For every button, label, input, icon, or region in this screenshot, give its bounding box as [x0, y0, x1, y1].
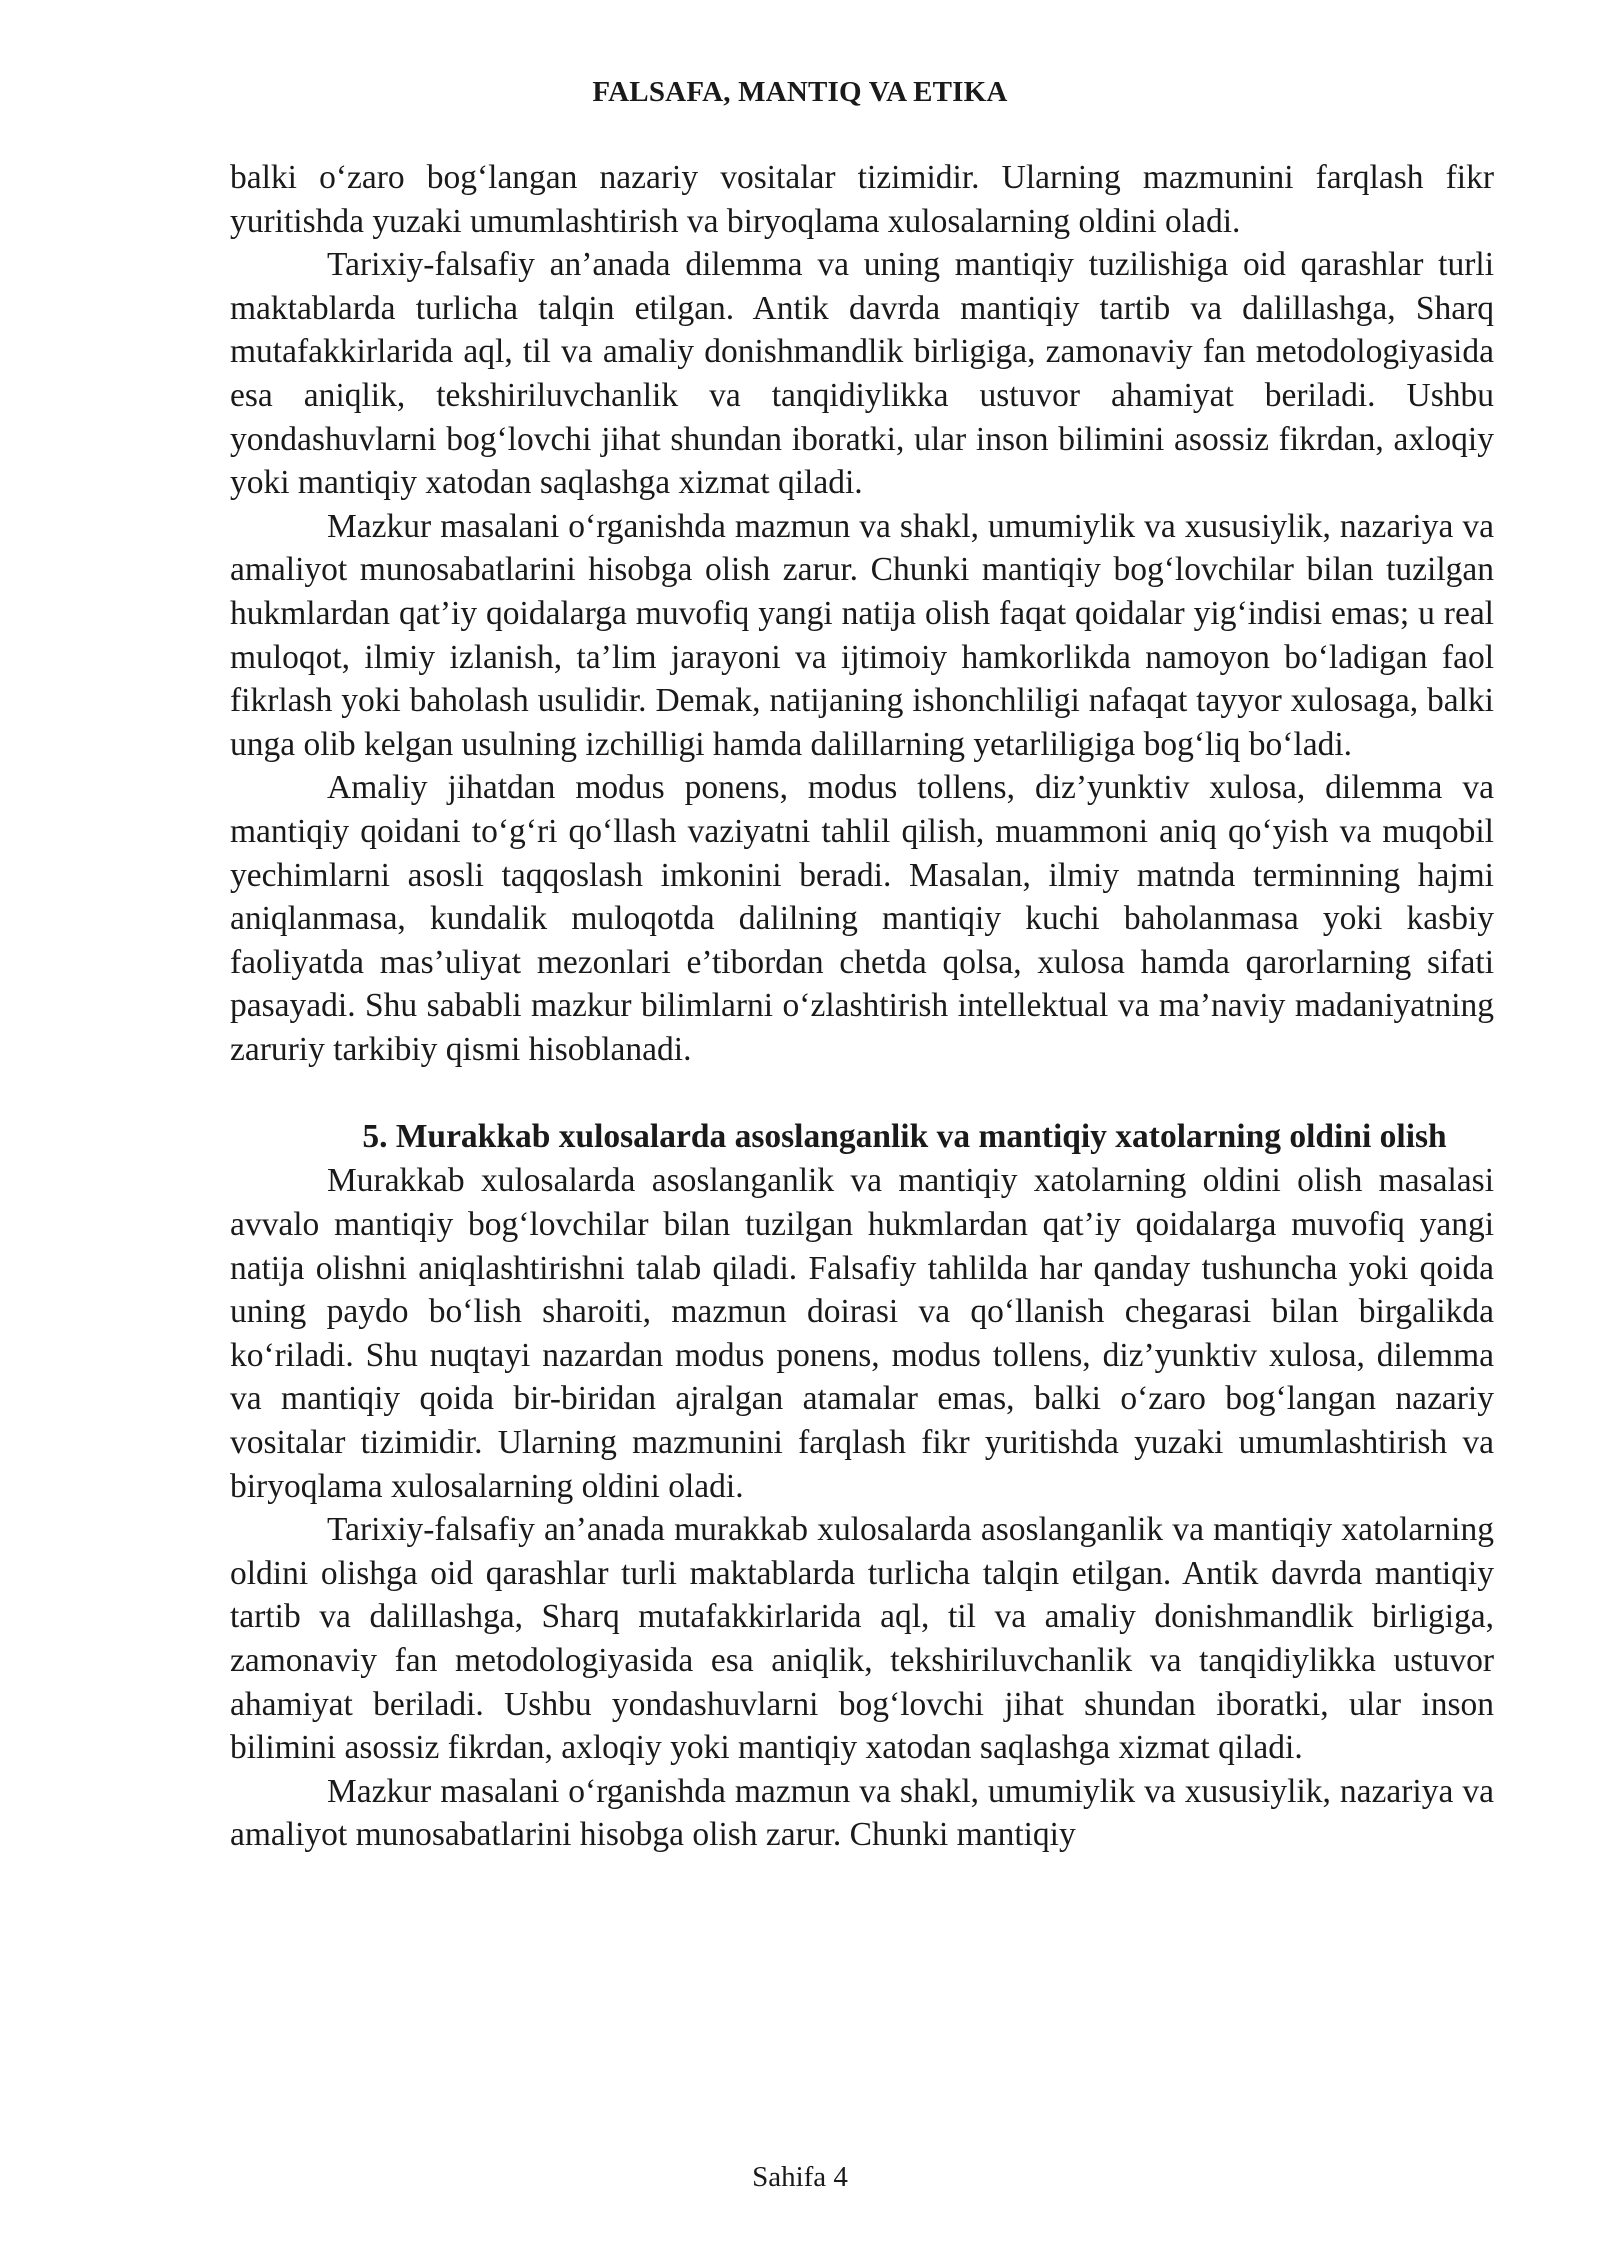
paragraph: Mazkur masalani o‘rganishda mazmun va shakl, umumiylik va xususiylik, nazariya va amaliyot munosabatlarini hisobga olish zarur. Chunki mantiqiy bog‘lovchilar bilan tuzilgan hukmlardan qat’iy qoidalarga muvofiq yangi natija olish faqat qoidalar yig‘indisi emas; u real muloqot, ilmiy izlanish, ta’lim jarayoni va ijtimoiy hamkorlikda namoyon bo‘ladigan faol fikrlash yoki baholash usulidir. Demak, natijaning ishonchliligi nafaqat tayyor xulosaga, balki unga olib kelgan usulning izchilligi hamda dalillarning yetarliligiga bog‘liq bo‘ladi. — [230, 507, 1494, 763]
paragraph: Murakkab xulosalarda asoslanganlik va mantiqiy xatolarning oldini olish masalasi avvalo mantiqiy bog‘lovchilar bilan tuzilgan hukmlardan qat’iy qoidalarga muvofiq yangi natija olishni aniqlashtirishni talab qiladi. Falsafiy tahlilda har qanday tushuncha yoki qoida uning paydo bo‘lish sharoiti, mazmun doirasi va qo‘llanish chegarasi bilan birgalikda ko‘riladi. Shu nuqtayi nazardan modus ponens, modus tollens, diz’yunktiv xulosa, dilemma va mantiqiy qoida bir-biridan ajralgan atamalar emas, balki o‘zaro bog‘langan nazariy vositalar tizimidir. Ularning mazmunini farqlash fikr yuritishda yuzaki umumlashtirish va biryoqlama xulosalarning oldini oladi. — [230, 1162, 1494, 1505]
paragraph: Tarixiy-falsafiy an’anada dilemma va uning mantiqiy tuzilishiga oid qarashlar turli maktablarda turlicha talqin etilgan. Antik davrda mantiqiy tartib va dalillashga, Sharq mutafakkirlarida aql, til va amaliy donishmandlik birligiga, zamonaviy fan metodologiyasida esa aniqlik, tekshiriluvchanlik va tanqidiylikka ustuvor ahamiyat beriladi. Ushbu yondashuvlarni bog‘lovchi jihat shundan iboratki, ular inson bilimini asossiz fikrdan, axloqiy yoki mantiqiy xatodan saqlashga xizmat qiladi. — [230, 246, 1494, 502]
paragraph: Tarixiy-falsafiy an’anada murakkab xulosalarda asoslanganlik va mantiqiy xatolarning oldini olishga oid qarashlar turli maktablarda turlicha talqin etilgan. Antik davrda mantiqiy tartib va dalillashga, Sharq mutafakkirlarida aql, til va amaliy donishmandlik birligiga, zamonaviy fan metodologiyasida esa aniqlik, tekshiriluvchanlik va tanqidiylikka ustuvor ahamiyat beriladi. Ushbu yondashuvlarni bog‘lovchi jihat shundan iboratki, ular inson bilimini asossiz fikrdan, axloqiy yoki mantiqiy xatodan saqlashga xizmat qiladi. — [230, 1511, 1494, 1767]
paragraph: balki o‘zaro bog‘langan nazariy vositalar tizimidir. Ularning mazmunini farqlash fikr yuritishda yuzaki umumlashtirish va biryoqlama xulosalarning oldini oladi. — [230, 159, 1494, 240]
section-title: 5. Murakkab xulosalarda asoslanganlik va mantiqiy xatolarning oldini olish — [362, 1118, 1447, 1156]
paragraph: Mazkur masalani o‘rganishda mazmun va shakl, umumiylik va xususiylik, nazariya va amaliyot munosabatlarini hisobga olish zarur. Chunki mantiqiy — [230, 1772, 1494, 1854]
document-body — [230, 156, 1494, 1857]
page-header: FALSAFA, MANTIQ VA ETIKA — [592, 76, 1008, 108]
paragraph: Amaliy jihatdan modus ponens, modus tollens, diz’yunktiv xulosa, dilemma va mantiqiy qoidani to‘g‘ri qo‘llash vaziyatni tahlil qilish, muammoni aniq qo‘yish va muqobil yechimlarni asosli taqqoslash imkonini beradi. Masalan, ilmiy matnda terminning hajmi aniqlanmasa, kundalik muloqotda dalilning mantiqiy kuchi baholanmasa yoki kasbiy faoliyatda mas’uliyat mezonlari e’tibordan chetda qolsa, xulosa hamda qarorlarning sifati pasayadi. Shu sababli mazkur bilimlarni o‘zlashtirish intellektual va ma’naviy madaniyatning zaruriy tarkibiy qismi hisoblanadi. — [230, 769, 1494, 1068]
page-number: Sahifa 4 — [752, 2161, 848, 2193]
